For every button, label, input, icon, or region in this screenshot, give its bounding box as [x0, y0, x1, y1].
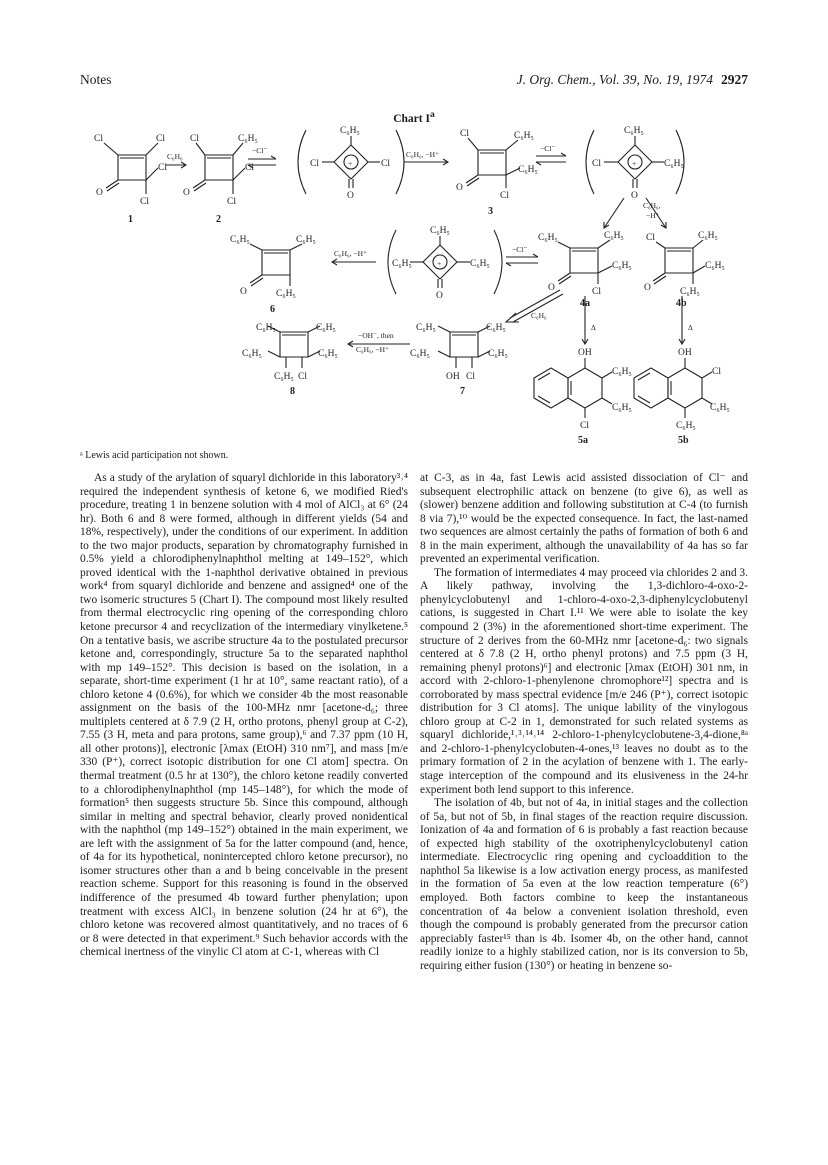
reagent-label: C₆H₆, −H⁺ — [334, 249, 368, 258]
atom-label: C₆H₅ — [538, 233, 558, 243]
atom-label: C₆H₅ — [518, 165, 538, 175]
atom-label: C₆H₅ — [392, 259, 412, 269]
atom-label: C₆H₅ — [296, 235, 316, 245]
atom-label: O — [631, 191, 638, 201]
atom-label: C₆H₅ — [488, 349, 508, 359]
reagent-label: C₆H₆ — [531, 311, 547, 320]
atom-label: Cl — [190, 134, 199, 144]
atom-label: Cl — [580, 421, 589, 431]
paragraph: The formation of intermediates 4 may proceed via chlorides 2 and 3. A likely pathway, involving the 1,3-dichloro-4-oxo-2-phenylcyclobutenyl and 1-chloro-4-oxo-2,3-diphenylcyclobutenyl cations, is suggested in Chart I.¹¹ We were able to isolate the key compound 2 (3%) in the aforementioned short-time experiment. The structure of 2 derives from the 60-MHz nmr [acetone-d₆: two signals centered at δ 7.8 (2 H, ortho phenyl protons) and 7.5 ppm (3 H, remaining phenyl protons)⁶] and electronic [λmax (EtOH) 301 nm, in accord with 2-chloro-1-phenylenone chromophore¹²] spectra and is corroborated by mass spectral evidence [m/e 246 (P⁺), correct isotopic distribution for 3 Cl atoms]. The unique lability of the vinylogous chloro group at C-2 in 1, demonstrated for such related systems as squaryl dichloride,¹˒³˒¹⁴˒¹⁴ 2-chloro-1-phenylcyclobutene-3,4-dione,⁸ᵃ and 2-chloro-1-phenylcyclobuten-4-ones,¹³ leaves no doubt as to the primary formation of 2 in the acylation of benzene with 1. The early-stage interception of the compound and its elusiveness in the 24-hr experiment both lend support to this inference. — [420, 566, 748, 796]
atom-label: C₆H₅ — [238, 134, 258, 144]
atom-label: Cl — [646, 233, 655, 243]
compound-label-4a: 4a — [580, 298, 590, 309]
atom-label: C₆H₅ — [430, 226, 450, 236]
atom-label: Cl — [94, 134, 103, 144]
atom-label: C₆H₅ — [624, 126, 644, 136]
atom-label: C₆H₅ — [274, 372, 294, 382]
reagent-label: −Cl⁻ — [252, 146, 268, 155]
atom-label: O — [456, 183, 463, 193]
cation-charge: + — [632, 159, 637, 168]
page-number: 2927 — [721, 72, 748, 87]
atom-label: C₆H₅ — [698, 231, 718, 241]
atom-label: C₆H₅ — [612, 367, 632, 377]
right-column — [420, 472, 748, 973]
atom-label: Cl — [592, 159, 601, 169]
atom-label: O — [548, 283, 555, 293]
compound-label-2: 2 — [216, 214, 221, 225]
atom-label: C₆H₅ — [416, 323, 436, 333]
reagent-label: Δ — [688, 323, 693, 332]
paragraph: at C-3, as in 4a, fast Lewis acid assisted dissociation of Cl⁻ and subsequent electrophilic attack on benzene (to give 6), as well as (slower) benzene addition and following substitution at C-4 (to furnish 8 via 7),¹⁰ would be the expected consequence. In fact, the last-named two sequences are almost certainly the paths of formation of both 6 and 8 in the main experiment, although the unavailability of 4a has so far prevented an experimental verification. — [420, 472, 748, 566]
compound-label-1: 1 — [128, 214, 133, 225]
journal-name: J. Org. Chem., Vol. 39, No. 19, 1974 — [516, 72, 713, 87]
atom-label: C₆H₅ — [470, 259, 490, 269]
atom-label: O — [96, 188, 103, 198]
reagent-label: −Cl⁻ — [540, 144, 556, 153]
reagent-label: Δ — [591, 323, 596, 332]
compound-label-5a: 5a — [578, 435, 588, 446]
atom-label: Cl — [245, 163, 254, 173]
atom-label: O — [183, 188, 190, 198]
reagent-label: C₆H₆ — [167, 152, 183, 161]
cation-charge: + — [437, 259, 442, 268]
compound-label-8: 8 — [290, 386, 295, 397]
atom-label: C₆H₅ — [340, 126, 360, 136]
atom-label: C₆H₅ — [318, 349, 338, 359]
reagent-label: C₆H₆, — [643, 201, 661, 210]
atom-label: C₆H₅ — [514, 131, 534, 141]
chart-title-footnote-mark: a — [429, 109, 435, 120]
atom-label: C₆H₅ — [705, 261, 725, 271]
atom-label: Cl — [381, 159, 390, 169]
atom-label: C₆H₅ — [664, 159, 684, 169]
atom-label: C₆H₅ — [612, 261, 632, 271]
compound-label-3: 3 — [488, 206, 493, 217]
atom-label: O — [644, 283, 651, 293]
atom-label: Cl — [500, 191, 509, 201]
atom-label: Cl — [298, 372, 307, 382]
left-column — [80, 472, 408, 960]
atom-label: Cl — [158, 163, 167, 173]
atom-label: C₆H₅ — [612, 403, 632, 413]
chart-footnote: ᵃ Lewis acid participation not shown. — [80, 450, 229, 461]
atom-label: OH — [578, 348, 592, 358]
atom-label: C₆H₅ — [316, 323, 336, 333]
compound-label-7: 7 — [460, 386, 465, 397]
atom-label: C₆H₅ — [230, 235, 250, 245]
reagent-label: −OH⁻, then — [358, 331, 394, 340]
atom-label: Cl — [140, 197, 149, 207]
reagent-label: C₆H₆, −H⁺ — [356, 345, 390, 354]
atom-label: Cl — [712, 367, 721, 377]
atom-label: C₆H₅ — [242, 349, 262, 359]
atom-label: Cl — [460, 129, 469, 139]
compound-label-4b: 4b — [676, 298, 687, 309]
atom-label: Cl — [592, 287, 601, 297]
atom-label: C₆H₅ — [256, 323, 276, 333]
atom-label: Cl — [156, 134, 165, 144]
atom-label: O — [347, 191, 354, 201]
atom-label: Cl — [310, 159, 319, 169]
atom-label: C₆H₅ — [410, 349, 430, 359]
atom-label: C₆H₅ — [680, 287, 700, 297]
compound-label-6: 6 — [270, 304, 275, 315]
atom-label: O — [240, 287, 247, 297]
compound-label-5b: 5b — [678, 435, 689, 446]
reagent-label: C₆H₆, −H⁺ — [406, 150, 440, 159]
atom-label: Cl — [466, 372, 475, 382]
atom-label: OH — [446, 372, 460, 382]
reagent-label: −Cl⁻ — [512, 245, 528, 254]
section-label: Notes — [80, 72, 112, 87]
atom-label: C₆H₅ — [604, 231, 624, 241]
atom-label: OH — [678, 348, 692, 358]
cation-charge: + — [348, 159, 353, 168]
paragraph: The isolation of 4b, but not of 4a, in initial stages and the collection of 5a, but not of 5b, in final stages of the reaction require discussion. Ionization of 4a and formation of 6 is probably a fast reaction because of expected high stability of the oxotriphenylcyclobutenyl cation intermediate. Electrocyclic ring opening and cycloaddition to the naphthol 5a likewise is a low activation energy process, as manifested in the formation of 5a even at the low reaction temperature (6°) employed. Both factors combine to keep the instantaneous concentration of 4a below a convenient isolation threshold, even though the compound is probably generated from the precursor cation appreciably faster¹⁵ than is 4b. Isomer 4b, on the other hand, cannot readily ionize to a highly stabilized cation, nor is its conversion to 5b, requiring either fusion (130°) or heating in benzene so- — [420, 797, 748, 972]
atom-label: C₆H₅ — [276, 289, 296, 299]
atom-label: C₆H₅ — [486, 323, 506, 333]
atom-label: Cl — [227, 197, 236, 207]
reagent-label: −H⁺ — [646, 211, 660, 220]
paragraph: As a study of the arylation of squaryl dichloride in this laboratory³˒⁴ required the independent synthesis of ketone 6, we modified Ried's procedure, treating 1 in benzene solution with 4 mol of AlCl₃ at 6° (24 hr). Both 6 and 8 were formed, although in different yields (54 and 18%, respectively), under the conditions of our experiment. In addition to the two major products, separation by chromatography furnished in 0.5% yield a chlorodiphenylnaphthol melting at 149–152°, which proved identical with the 1-naphthol derivative obtained in previous work⁴ from squaryl dichloride and benzene and assigned⁴ one of the two isomeric structures 5 (Chart I). The compound most likely resulted from thermal electrocyclic ring opening of the corresponding chloro ketone precursor 4 and recyclization of the intermediary vinylketene.⁵ On a tentative basis, we ascribe structure 4a to the postulated precursor ketone and, correspondingly, structure 5a to the separated naphthol with mp 149–152°. This decision is based on the isolation, in a separate, short-time experiment (1 hr at 10°, same reactant ratio), of a chloro ketone 4 (0.6%), for which we consider 4b the most reasonable assignment on the basis of the 100-MHz nmr [acetone-d₆; three multiplets centered at δ 7.9 (2 H, ortho protons, phenyl group at C-2), 7.55 (3 H, meta and para protons, same group),⁶ and 7.37 ppm (10 H, all other protons)], electronic [λmax (EtOH) 310 nm⁷], and mass [m/e 330 (P⁺), correct isotopic distribution for one Cl atom] spectra. On thermal treatment (0.5 hr at 130°), the chloro ketone readily converted to a chlorodiphenylnaphthol (mp 145–148°), for which the mode of formation⁵ then suggests structure 5b. Since this compound, although similar in melting and spectral behavior, clearly proved nonidentical with the naphthol (mp 149–152°) obtained in the main experiment, we are left with the assignment of 5a for the latter compound (and, hence, of 4a for its hypothetical, nonintercepted chloro ketone precursor), no isomer structures other than a and b being conceivable in the present reaction scheme. Support for this reasoning is found in the observed indifference of the presumed 4b toward further phenylation; upon treatment with excess AlCl₃ in benzene solution (24 hr at 6°), the chloro ketone was recovered almost quantitatively, and no traces of 6 or 8 were detected in that experiment.⁹ Such behavior accords with the chemical inertness of the vinylic Cl atom at C-1, whereas with Cl — [80, 472, 408, 959]
atom-label: C₆H₅ — [710, 403, 730, 413]
reaction-scheme — [0, 0, 828, 460]
atom-label: O — [436, 291, 443, 301]
atom-label: C₆H₅ — [676, 421, 696, 431]
chart-title-text: Chart I — [393, 112, 430, 125]
